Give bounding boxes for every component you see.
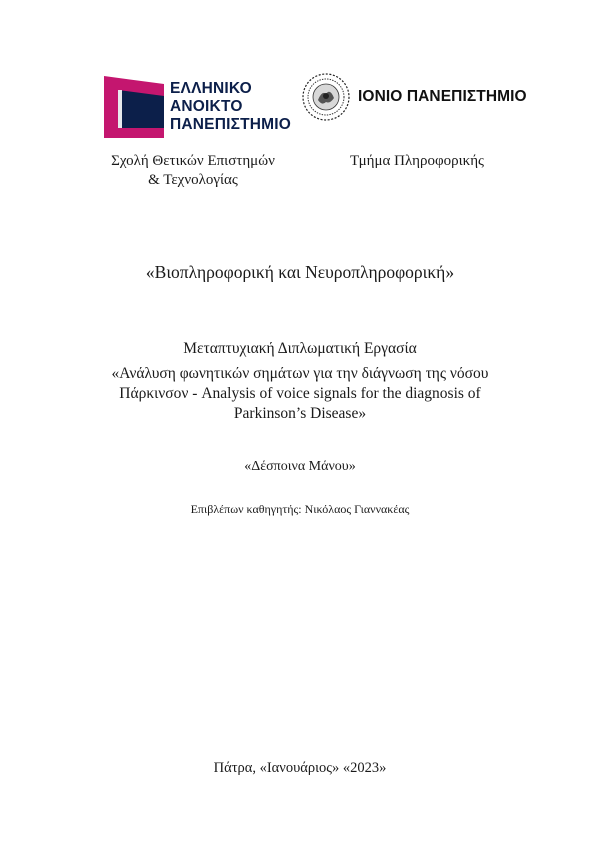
supervisor: Επιβλέπων καθηγητής: Νικόλαος Γιαννακέας (190, 502, 410, 516)
school-name (100, 152, 286, 190)
author-name: «Δέσποινα Μάνου» (244, 459, 356, 474)
department-name: Τμήμα Πληροφορικής (350, 153, 484, 169)
eap-logo-line: ΠΑΝΕΠΙΣΤΗΜΙΟ (170, 116, 292, 133)
ionio-logo (300, 72, 540, 122)
program-title: «Βιοπληροφορική και Νευροπληροφορική» (145, 262, 455, 282)
ionio-logo-text: ΙΟΝΙΟ ΠΑΝΕΠΙΣΤΗΜΙΟ (358, 88, 527, 105)
eap-logo-text (170, 80, 291, 134)
school-line: & Τεχνολογίας (148, 172, 238, 188)
thesis-title: «Ανάλυση φωνητικών σημάτων για την διάγνωση της νόσου Πάρκινσον - Analysis of voice signals for the diagnosis of Parkinson’s Disease» (111, 365, 489, 422)
eap-logo-line: ΑΝΟΙΚΤΟ (170, 98, 243, 115)
eap-logo (98, 72, 292, 142)
seal-icon (300, 72, 352, 122)
school-line: Σχολή Θετικών Επιστημών (111, 153, 275, 169)
thesis-type: Μεταπτυχιακή Διπλωματική Εργασία (183, 340, 417, 357)
place-date: Πάτρα, «Ιανουάριος» «2023» (213, 760, 387, 776)
eap-emblem-icon (98, 72, 168, 142)
eap-logo-line: ΕΛΛΗΝΙΚΟ (170, 80, 252, 97)
